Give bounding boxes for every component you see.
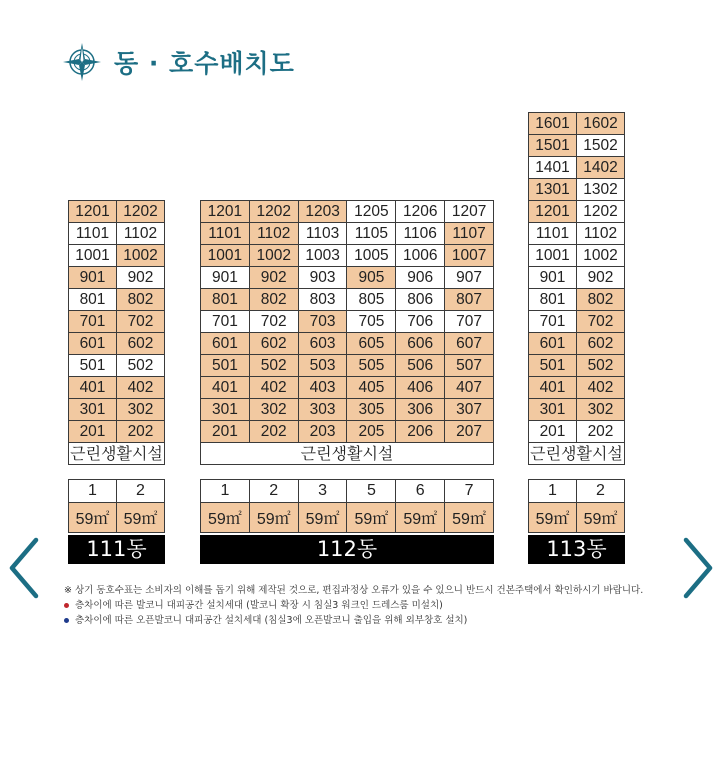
unit-cell: 701 (529, 311, 577, 333)
floor-row (69, 421, 165, 443)
area-row (69, 503, 165, 533)
unit-cell: 901 (201, 267, 250, 289)
unit-cell: 601 (529, 333, 577, 355)
unit-cell: 507 (445, 355, 494, 377)
unit-cell: 703 (298, 311, 347, 333)
unit-cell: 1202 (117, 201, 165, 223)
unit-cell: 702 (577, 311, 625, 333)
unit-cell: 505 (347, 355, 396, 377)
unit-cell: 603 (298, 333, 347, 355)
note-disclaimer: ※ 상기 동호수표는 소비자의 이해를 돕기 위해 제작된 것으로, 편집과정상 오류가 있을 수 있으니 반드시 건본주택에서 확인하시기 바랍니다. (64, 585, 644, 596)
unit-cell: 402 (249, 377, 298, 399)
unit-cell: 705 (347, 311, 396, 333)
area-row (201, 503, 494, 533)
line-number-row (201, 480, 494, 503)
unit-cell: 905 (347, 267, 396, 289)
unit-cell: 901 (69, 267, 117, 289)
unit-cell: 1102 (117, 223, 165, 245)
line-area-table (200, 479, 494, 533)
unit-cell: 303 (298, 399, 347, 421)
unit-cell: 1101 (201, 223, 250, 245)
unit-cell: 602 (117, 333, 165, 355)
building-label: 112동 (200, 535, 494, 564)
unit-cell: 802 (249, 289, 298, 311)
unit-area: 59㎡ (117, 503, 165, 533)
building-label: 111동 (68, 535, 165, 564)
building-113 (528, 112, 625, 564)
note-open-balcony-text: 층차이에 따른 오픈발코니 대피공간 설치세대 (침실3에 오픈발코니 출입을 위해 외부창호 설치) (75, 615, 468, 626)
unit-cell: 1006 (396, 245, 445, 267)
unit-cell: 503 (298, 355, 347, 377)
unit-cell: 1103 (298, 223, 347, 245)
floor-row (529, 223, 625, 245)
unit-cell: 602 (577, 333, 625, 355)
unit-cell: 1203 (298, 201, 347, 223)
line-number: 3 (298, 480, 347, 503)
floor-row (201, 377, 494, 399)
unit-cell: 401 (529, 377, 577, 399)
note-balcony (64, 598, 643, 613)
unit-cell: 306 (396, 399, 445, 421)
unit-area: 59㎡ (298, 503, 347, 533)
unit-cell: 302 (249, 399, 298, 421)
unit-cell: 506 (396, 355, 445, 377)
floor-row (529, 201, 625, 223)
line-number: 2 (117, 480, 165, 503)
floor-row (201, 311, 494, 333)
unit-cell: 206 (396, 421, 445, 443)
line-number: 1 (201, 480, 250, 503)
unit-cell: 405 (347, 377, 396, 399)
unit-cell: 501 (201, 355, 250, 377)
unit-cell: 906 (396, 267, 445, 289)
unit-cell: 1007 (445, 245, 494, 267)
unit-cell: 1501 (529, 135, 577, 157)
unit-cell: 1201 (529, 201, 577, 223)
blue-dot-icon (64, 618, 69, 623)
facility-label: 근린생활시설 (68, 443, 165, 465)
floor-row (69, 399, 165, 421)
unit-cell: 207 (445, 421, 494, 443)
unit-cell: 203 (298, 421, 347, 443)
floor-row (529, 311, 625, 333)
unit-cell: 1101 (529, 223, 577, 245)
unit-cell: 805 (347, 289, 396, 311)
unit-area: 59㎡ (201, 503, 250, 533)
unit-cell: 402 (577, 377, 625, 399)
floor-row (69, 245, 165, 267)
unit-area: 59㎡ (69, 503, 117, 533)
unit-cell: 1301 (529, 179, 577, 201)
unit-cell: 201 (529, 421, 577, 443)
unit-cell: 607 (445, 333, 494, 355)
floor-row (529, 377, 625, 399)
unit-cell: 1102 (249, 223, 298, 245)
unit-cell: 907 (445, 267, 494, 289)
line-number: 1 (69, 480, 117, 503)
unit-cell: 1003 (298, 245, 347, 267)
unit-cell: 202 (577, 421, 625, 443)
floor-row (69, 377, 165, 399)
floor-row (69, 289, 165, 311)
unit-area: 59㎡ (249, 503, 298, 533)
unit-cell: 1107 (445, 223, 494, 245)
note-open-balcony (64, 613, 643, 628)
line-number: 1 (529, 480, 577, 503)
unit-cell: 902 (577, 267, 625, 289)
unit-cell: 305 (347, 399, 396, 421)
unit-cell: 706 (396, 311, 445, 333)
floor-row (529, 245, 625, 267)
unit-cell: 401 (69, 377, 117, 399)
floor-row (69, 223, 165, 245)
compass-icon (62, 42, 102, 82)
unit-cell: 1201 (201, 201, 250, 223)
unit-cell: 1005 (347, 245, 396, 267)
note-balcony-text: 층차이에 따른 발코니 대피공간 설치세대 (발코니 확장 시 침실3 워크인 드레스룸 미설치) (75, 600, 443, 611)
unit-cell: 902 (117, 267, 165, 289)
unit-cell: 1106 (396, 223, 445, 245)
floor-row (69, 333, 165, 355)
floor-row (201, 201, 494, 223)
unit-cell: 301 (201, 399, 250, 421)
unit-cell: 1001 (529, 245, 577, 267)
unit-cell: 901 (529, 267, 577, 289)
unit-cell: 202 (117, 421, 165, 443)
line-number: 5 (347, 480, 396, 503)
unit-cell: 302 (577, 399, 625, 421)
unit-cell: 501 (529, 355, 577, 377)
floor-row (529, 399, 625, 421)
line-number: 7 (445, 480, 494, 503)
line-number: 6 (396, 480, 445, 503)
floor-row (201, 333, 494, 355)
unit-cell: 1001 (201, 245, 250, 267)
unit-cell: 1002 (577, 245, 625, 267)
unit-cell: 801 (529, 289, 577, 311)
unit-grid (68, 200, 165, 443)
unit-grid (200, 200, 494, 443)
unit-cell: 601 (201, 333, 250, 355)
notes (64, 583, 643, 628)
floor-row (529, 157, 625, 179)
line-number-row (529, 480, 625, 503)
floor-row (201, 421, 494, 443)
unit-cell: 802 (577, 289, 625, 311)
unit-cell: 802 (117, 289, 165, 311)
unit-cell: 501 (69, 355, 117, 377)
floor-row (201, 355, 494, 377)
unit-cell: 401 (201, 377, 250, 399)
unit-cell: 702 (117, 311, 165, 333)
unit-cell: 202 (249, 421, 298, 443)
floor-row (529, 113, 625, 135)
unit-cell: 403 (298, 377, 347, 399)
unit-cell: 601 (69, 333, 117, 355)
unit-area: 59㎡ (445, 503, 494, 533)
page-header (62, 42, 295, 82)
unit-cell: 301 (69, 399, 117, 421)
unit-cell: 702 (249, 311, 298, 333)
unit-cell: 502 (577, 355, 625, 377)
unit-cell: 407 (445, 377, 494, 399)
floor-row (529, 289, 625, 311)
unit-cell: 1206 (396, 201, 445, 223)
unit-cell: 406 (396, 377, 445, 399)
unit-cell: 1401 (529, 157, 577, 179)
unit-cell: 1101 (69, 223, 117, 245)
unit-cell: 701 (201, 311, 250, 333)
unit-area: 59㎡ (396, 503, 445, 533)
unit-cell: 402 (117, 377, 165, 399)
floor-row (529, 179, 625, 201)
floor-row (529, 355, 625, 377)
line-number: 2 (577, 480, 625, 503)
unit-area: 59㎡ (577, 503, 625, 533)
unit-cell: 602 (249, 333, 298, 355)
unit-cell: 903 (298, 267, 347, 289)
unit-cell: 707 (445, 311, 494, 333)
floor-row (69, 355, 165, 377)
floor-row (69, 267, 165, 289)
unit-cell: 605 (347, 333, 396, 355)
page-title: 동 · 호수배치도 (114, 49, 295, 78)
unit-cell: 801 (69, 289, 117, 311)
unit-cell: 1502 (577, 135, 625, 157)
unit-cell: 302 (117, 399, 165, 421)
unit-cell: 1602 (577, 113, 625, 135)
unit-cell: 806 (396, 289, 445, 311)
floor-row (201, 245, 494, 267)
facility-label: 근린생활시설 (200, 443, 494, 465)
line-area-table (528, 479, 625, 533)
unit-cell: 502 (249, 355, 298, 377)
building-111 (68, 200, 165, 564)
unit-cell: 502 (117, 355, 165, 377)
line-area-table (68, 479, 165, 533)
floor-row (529, 135, 625, 157)
building-label: 113동 (528, 535, 625, 564)
unit-cell: 1207 (445, 201, 494, 223)
unit-cell: 1105 (347, 223, 396, 245)
unit-cell: 1102 (577, 223, 625, 245)
unit-cell: 606 (396, 333, 445, 355)
floor-row (69, 201, 165, 223)
unit-cell: 1402 (577, 157, 625, 179)
unit-area: 59㎡ (529, 503, 577, 533)
floor-row (529, 333, 625, 355)
red-dot-icon (64, 603, 69, 608)
unit-cell: 1601 (529, 113, 577, 135)
floor-row (201, 223, 494, 245)
unit-cell: 902 (249, 267, 298, 289)
floor-row (529, 421, 625, 443)
unit-cell: 205 (347, 421, 396, 443)
unit-cell: 701 (69, 311, 117, 333)
floor-row (201, 399, 494, 421)
unit-cell: 1002 (117, 245, 165, 267)
unit-cell: 1002 (249, 245, 298, 267)
line-number-row (69, 480, 165, 503)
unit-cell: 1302 (577, 179, 625, 201)
unit-cell: 1202 (249, 201, 298, 223)
floor-row (201, 289, 494, 311)
floor-row (69, 311, 165, 333)
line-number: 2 (249, 480, 298, 503)
unit-cell: 1202 (577, 201, 625, 223)
unit-cell: 1205 (347, 201, 396, 223)
unit-cell: 801 (201, 289, 250, 311)
unit-area: 59㎡ (347, 503, 396, 533)
building-112 (200, 200, 494, 564)
unit-grid (528, 112, 625, 443)
unit-cell: 807 (445, 289, 494, 311)
unit-cell: 1201 (69, 201, 117, 223)
unit-cell: 301 (529, 399, 577, 421)
floor-row (529, 267, 625, 289)
floor-row (201, 267, 494, 289)
unit-cell: 201 (69, 421, 117, 443)
chevron-left-icon[interactable] (4, 536, 44, 600)
chevron-right-icon[interactable] (678, 536, 718, 600)
unit-cell: 1001 (69, 245, 117, 267)
unit-cell: 201 (201, 421, 250, 443)
unit-cell: 307 (445, 399, 494, 421)
unit-cell: 803 (298, 289, 347, 311)
facility-label: 근린생활시설 (528, 443, 625, 465)
area-row (529, 503, 625, 533)
